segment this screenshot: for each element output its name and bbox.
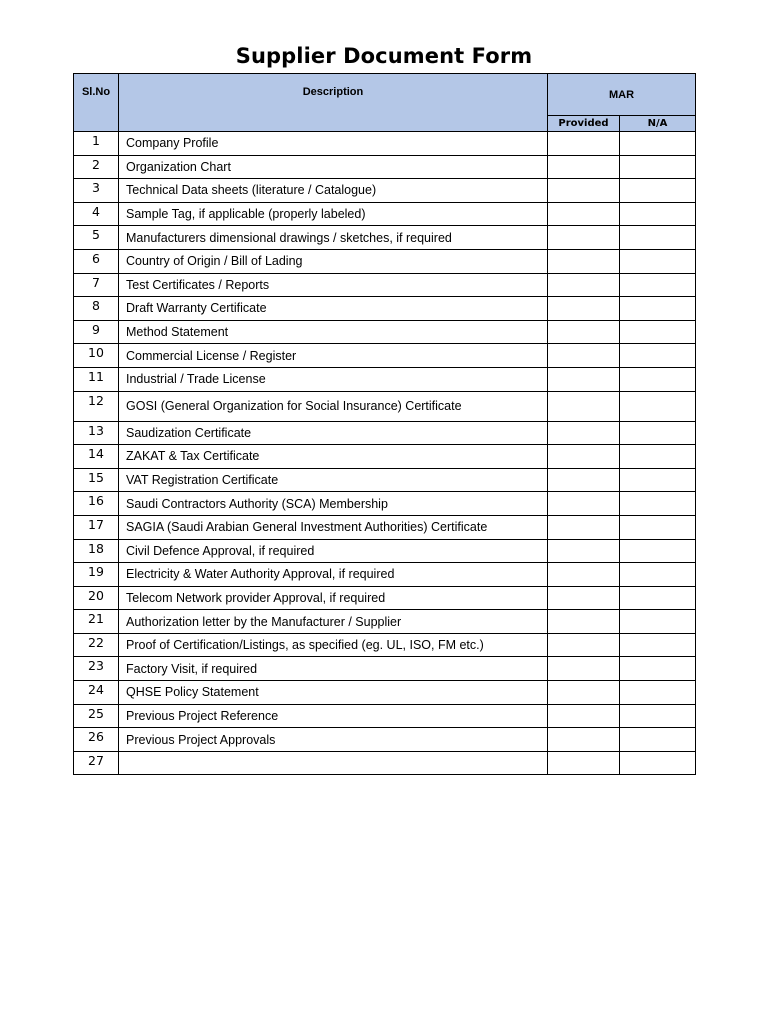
row-number: 14: [74, 445, 119, 469]
na-cell[interactable]: [620, 445, 696, 469]
na-cell[interactable]: [620, 249, 696, 273]
row-description: Electricity & Water Authority Approval, if required: [119, 563, 548, 587]
table-body: [74, 132, 696, 775]
row-description: ZAKAT & Tax Certificate: [119, 445, 548, 469]
table-row: [74, 202, 696, 226]
row-number: 21: [74, 610, 119, 634]
page-title: Supplier Document Form: [235, 44, 533, 68]
provided-cell[interactable]: [548, 515, 620, 539]
provided-cell[interactable]: [548, 320, 620, 344]
row-number: 4: [74, 202, 119, 226]
na-cell[interactable]: [620, 657, 696, 681]
row-description: Method Statement: [119, 320, 548, 344]
table-row: [74, 633, 696, 657]
provided-cell[interactable]: [548, 586, 620, 610]
row-number: 8: [74, 297, 119, 321]
supplier-document-table: [73, 73, 696, 775]
na-cell[interactable]: [620, 273, 696, 297]
na-cell[interactable]: [620, 421, 696, 445]
row-number: 24: [74, 681, 119, 705]
table-row: [74, 539, 696, 563]
table-row: [74, 586, 696, 610]
table-row: [74, 515, 696, 539]
table-row: [74, 751, 696, 775]
header-na: N/A: [620, 116, 696, 132]
na-cell[interactable]: [620, 320, 696, 344]
na-cell[interactable]: [620, 681, 696, 705]
row-description: Manufacturers dimensional drawings / sketches, if required: [119, 226, 548, 250]
provided-cell[interactable]: [548, 179, 620, 203]
na-cell[interactable]: [620, 468, 696, 492]
provided-cell[interactable]: [548, 728, 620, 752]
row-description: [119, 751, 548, 775]
provided-cell[interactable]: [548, 344, 620, 368]
row-number: 20: [74, 586, 119, 610]
row-description: Company Profile: [119, 132, 548, 156]
provided-cell[interactable]: [548, 751, 620, 775]
na-cell[interactable]: [620, 539, 696, 563]
na-cell[interactable]: [620, 751, 696, 775]
na-cell[interactable]: [620, 297, 696, 321]
provided-cell[interactable]: [548, 492, 620, 516]
table-row: [74, 297, 696, 321]
provided-cell[interactable]: [548, 468, 620, 492]
provided-cell[interactable]: [548, 445, 620, 469]
row-number: 22: [74, 633, 119, 657]
row-number: 7: [74, 273, 119, 297]
table-row: [74, 610, 696, 634]
provided-cell[interactable]: [548, 610, 620, 634]
row-description: Civil Defence Approval, if required: [119, 539, 548, 563]
na-cell[interactable]: [620, 367, 696, 391]
row-number: 13: [74, 421, 119, 445]
na-cell[interactable]: [620, 226, 696, 250]
provided-cell[interactable]: [548, 704, 620, 728]
row-description: Test Certificates / Reports: [119, 273, 548, 297]
row-number: 18: [74, 539, 119, 563]
table-row: [74, 728, 696, 752]
provided-cell[interactable]: [548, 563, 620, 587]
header-provided: Provided: [548, 116, 620, 132]
table-row: [74, 391, 696, 421]
row-number: 16: [74, 492, 119, 516]
row-number: 6: [74, 249, 119, 273]
na-cell[interactable]: [620, 391, 696, 421]
row-number: 23: [74, 657, 119, 681]
na-cell[interactable]: [620, 633, 696, 657]
row-number: 3: [74, 179, 119, 203]
row-number: 25: [74, 704, 119, 728]
row-description: Organization Chart: [119, 155, 548, 179]
row-description: Technical Data sheets (literature / Catalogue): [119, 179, 548, 203]
row-description: QHSE Policy Statement: [119, 681, 548, 705]
header-description: Description: [119, 74, 548, 132]
provided-cell[interactable]: [548, 202, 620, 226]
provided-cell[interactable]: [548, 539, 620, 563]
na-cell[interactable]: [620, 492, 696, 516]
row-number: 15: [74, 468, 119, 492]
table-row: [74, 468, 696, 492]
provided-cell[interactable]: [548, 421, 620, 445]
header-sl-no: Sl.No: [74, 74, 119, 132]
row-number: 19: [74, 563, 119, 587]
row-description: Saudization Certificate: [119, 421, 548, 445]
na-cell[interactable]: [620, 704, 696, 728]
header-mar: MAR: [548, 74, 696, 116]
row-number: 12: [74, 391, 119, 421]
table-row: [74, 563, 696, 587]
table-row: [74, 249, 696, 273]
table-row: [74, 704, 696, 728]
row-description: VAT Registration Certificate: [119, 468, 548, 492]
na-cell[interactable]: [620, 344, 696, 368]
row-description: Country of Origin / Bill of Lading: [119, 249, 548, 273]
provided-cell[interactable]: [548, 657, 620, 681]
row-description: Factory Visit, if required: [119, 657, 548, 681]
table-row: [74, 132, 696, 156]
provided-cell[interactable]: [548, 633, 620, 657]
table-row: [74, 421, 696, 445]
provided-cell[interactable]: [548, 391, 620, 421]
row-description: Previous Project Reference: [119, 704, 548, 728]
table-row: [74, 179, 696, 203]
na-cell[interactable]: [620, 728, 696, 752]
row-description: Authorization letter by the Manufacturer / Supplier: [119, 610, 548, 634]
row-number: 5: [74, 226, 119, 250]
row-description: Proof of Certification/Listings, as specified (eg. UL, ISO, FM etc.): [119, 633, 548, 657]
table-row: [74, 367, 696, 391]
row-number: 11: [74, 367, 119, 391]
table-row: [74, 681, 696, 705]
table-row: [74, 344, 696, 368]
row-number: 17: [74, 515, 119, 539]
table-row: [74, 226, 696, 250]
row-number: 9: [74, 320, 119, 344]
provided-cell[interactable]: [548, 273, 620, 297]
row-description: Draft Warranty Certificate: [119, 297, 548, 321]
table-row: [74, 657, 696, 681]
na-cell[interactable]: [620, 586, 696, 610]
row-description: Sample Tag, if applicable (properly labeled): [119, 202, 548, 226]
row-description: Telecom Network provider Approval, if required: [119, 586, 548, 610]
row-description: GOSI (General Organization for Social Insurance) Certificate: [119, 391, 548, 421]
table-row: [74, 445, 696, 469]
na-cell[interactable]: [620, 155, 696, 179]
table-row: [74, 320, 696, 344]
provided-cell[interactable]: [548, 155, 620, 179]
na-cell[interactable]: [620, 515, 696, 539]
table-row: [74, 492, 696, 516]
provided-cell[interactable]: [548, 132, 620, 156]
row-number: 2: [74, 155, 119, 179]
provided-cell[interactable]: [548, 297, 620, 321]
row-number: 1: [74, 132, 119, 156]
row-number: 27: [74, 751, 119, 775]
na-cell[interactable]: [620, 202, 696, 226]
row-description: Industrial / Trade License: [119, 367, 548, 391]
table-row: [74, 155, 696, 179]
na-cell[interactable]: [620, 132, 696, 156]
provided-cell[interactable]: [548, 367, 620, 391]
provided-cell[interactable]: [548, 681, 620, 705]
provided-cell[interactable]: [548, 249, 620, 273]
provided-cell[interactable]: [548, 226, 620, 250]
row-description: Previous Project Approvals: [119, 728, 548, 752]
row-description: Saudi Contractors Authority (SCA) Membership: [119, 492, 548, 516]
na-cell[interactable]: [620, 179, 696, 203]
row-number: 26: [74, 728, 119, 752]
row-description: Commercial License / Register: [119, 344, 548, 368]
table-row: [74, 273, 696, 297]
row-description: SAGIA (Saudi Arabian General Investment Authorities) Certificate: [119, 515, 548, 539]
na-cell[interactable]: [620, 563, 696, 587]
na-cell[interactable]: [620, 610, 696, 634]
row-number: 10: [74, 344, 119, 368]
